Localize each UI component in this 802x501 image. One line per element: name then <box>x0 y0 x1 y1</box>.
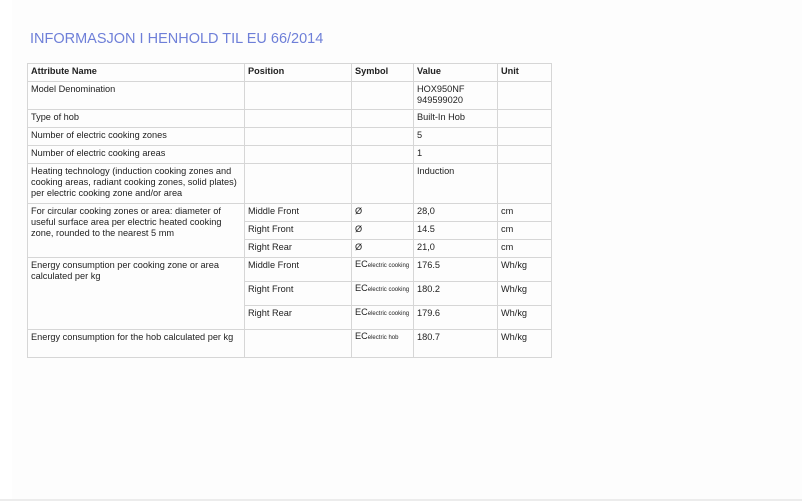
cell-symbol: Ø <box>352 240 414 258</box>
table-row-cooking-zones <box>28 128 552 146</box>
cell-attribute: Number of electric cooking zones <box>28 128 245 146</box>
header-attribute-name: Attribute Name <box>28 64 245 82</box>
cell-value: 21,0 <box>414 240 498 258</box>
cell-unit: Wh/kg <box>498 282 552 306</box>
symbol-main: EC <box>355 259 368 269</box>
cell-symbol: Ø <box>352 222 414 240</box>
cell-position <box>245 110 352 128</box>
symbol-main: EC <box>355 307 368 317</box>
symbol-subscript: electric cooking <box>367 287 410 293</box>
header-position: Position <box>245 64 352 82</box>
model-name: HOX950NF <box>417 84 465 94</box>
cell-symbol <box>352 110 414 128</box>
cell-attribute: Energy consumption for the hob calculated per kg <box>28 330 245 358</box>
cell-position: Middle Front <box>245 204 352 222</box>
model-number: 949599020 <box>417 95 463 105</box>
symbol-main: EC <box>355 331 368 341</box>
cell-position: Right Front <box>245 222 352 240</box>
cell-value: 28,0 <box>414 204 498 222</box>
cell-symbol <box>352 258 414 282</box>
cell-unit <box>498 164 552 204</box>
cell-attribute: For circular cooking zones or area: diameter of useful surface area per electric heated cooking zone, rounded to the nearest 5 mm <box>28 204 245 258</box>
cell-value: 1 <box>414 146 498 164</box>
cell-attribute: Energy consumption per cooking zone or area calculated per kg <box>28 258 245 330</box>
cell-value <box>414 82 498 110</box>
table-row-type-of-hob <box>28 110 552 128</box>
cell-attribute: Number of electric cooking areas <box>28 146 245 164</box>
cell-unit: cm <box>498 204 552 222</box>
table-row-cooking-areas <box>28 146 552 164</box>
cell-attribute: Heating technology (induction cooking zones and cooking areas, radiant cooking zones, solid plates) per electric cooking zone and/or area <box>28 164 245 204</box>
header-unit: Unit <box>498 64 552 82</box>
symbol-main: EC <box>355 283 368 293</box>
cell-position: Middle Front <box>245 258 352 282</box>
document-title: INFORMASJON I HENHOLD TIL EU 66/2014 <box>30 31 324 47</box>
cell-unit <box>498 82 552 110</box>
table-header-row <box>28 64 552 82</box>
cell-attribute: Type of hob <box>28 110 245 128</box>
cell-position <box>245 164 352 204</box>
header-symbol: Symbol <box>352 64 414 82</box>
cell-symbol: Ø <box>352 204 414 222</box>
symbol-subscript: electric cooking <box>367 263 410 269</box>
cell-position: Right Front <box>245 282 352 306</box>
cell-unit: Wh/kg <box>498 330 552 358</box>
cell-position: Right Rear <box>245 306 352 330</box>
table-row-heating-technology <box>28 164 552 204</box>
cell-position <box>245 146 352 164</box>
cell-position: Right Rear <box>245 240 352 258</box>
cell-unit <box>498 110 552 128</box>
cell-position <box>245 82 352 110</box>
table-row-diameter <box>28 204 552 222</box>
cell-symbol <box>352 282 414 306</box>
cell-unit: cm <box>498 222 552 240</box>
table-row-energy-per-zone <box>28 258 552 282</box>
cell-unit <box>498 146 552 164</box>
cell-value: 176.5 <box>414 258 498 282</box>
cell-value: Built-In Hob <box>414 110 498 128</box>
cell-symbol <box>352 128 414 146</box>
cell-value: Induction <box>414 164 498 204</box>
cell-attribute: Model Denomination <box>28 82 245 110</box>
cell-value: 180.7 <box>414 330 498 358</box>
cell-unit: Wh/kg <box>498 258 552 282</box>
cell-value: 5 <box>414 128 498 146</box>
cell-position <box>245 128 352 146</box>
header-value: Value <box>414 64 498 82</box>
cell-position <box>245 330 352 358</box>
symbol-subscript: electric hob <box>367 335 399 341</box>
cell-symbol <box>352 82 414 110</box>
cell-unit: Wh/kg <box>498 306 552 330</box>
cell-value: 179.6 <box>414 306 498 330</box>
cell-unit <box>498 128 552 146</box>
symbol-subscript: electric cooking <box>367 311 410 317</box>
cell-symbol <box>352 146 414 164</box>
table-row-energy-hob <box>28 330 552 358</box>
cell-symbol <box>352 306 414 330</box>
cell-symbol <box>352 164 414 204</box>
cell-unit: cm <box>498 240 552 258</box>
product-information-table <box>27 63 552 358</box>
table-row-model-denomination <box>28 82 552 110</box>
cell-symbol <box>352 330 414 358</box>
cell-value: 14.5 <box>414 222 498 240</box>
cell-value: 180.2 <box>414 282 498 306</box>
